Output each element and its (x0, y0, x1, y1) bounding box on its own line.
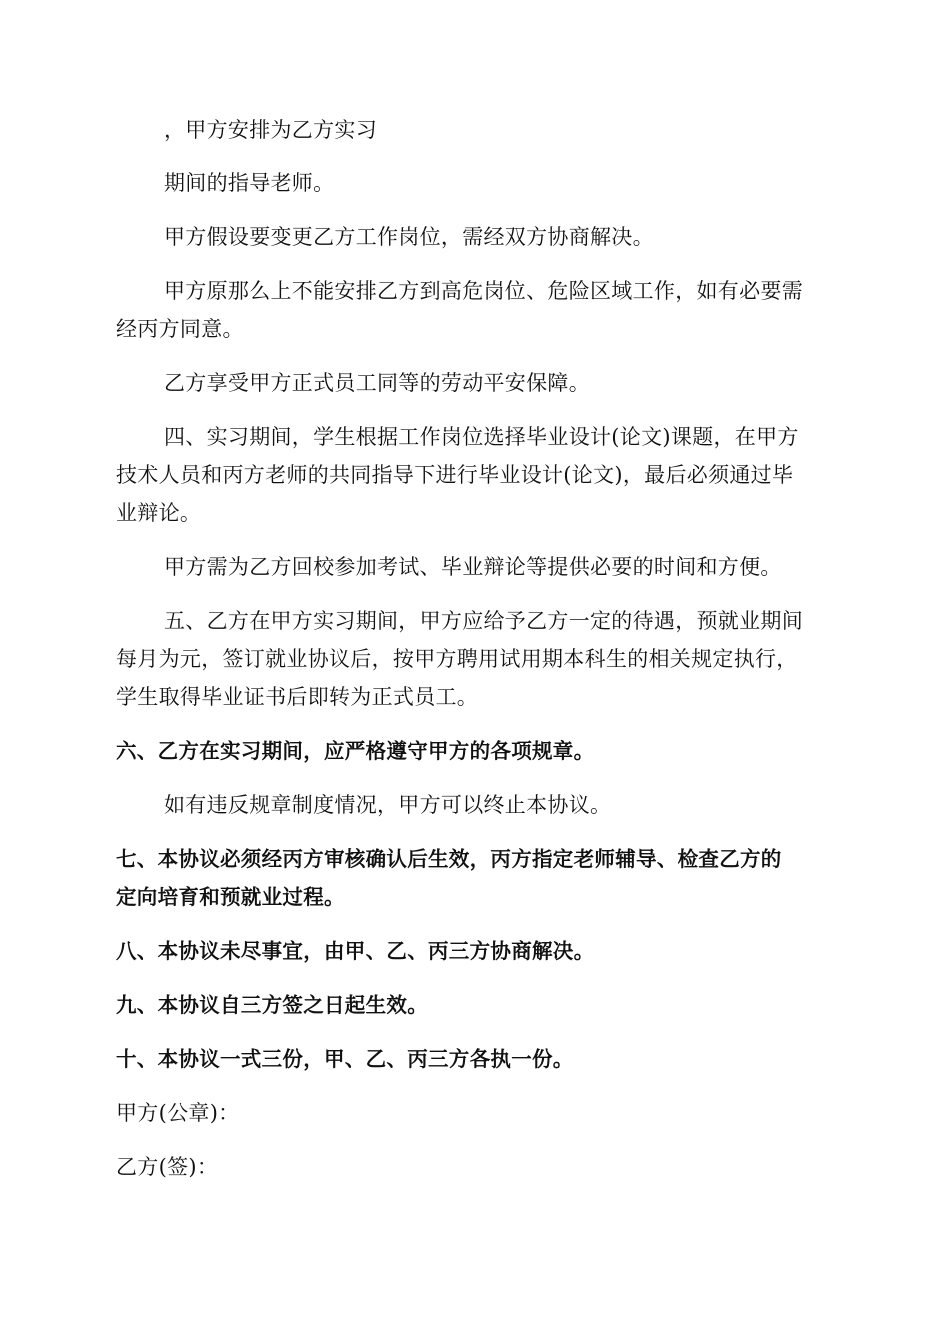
text-line-10: 甲方需为乙方回校参加考试、毕业辩论等提供必要的时间和方便。 (164, 555, 782, 579)
text-line-15: 如有违反规章制度情况，甲方可以终止本协议。 (164, 793, 612, 817)
text-line-6: 乙方享受甲方正式员工同等的劳动平安保障。 (164, 371, 590, 395)
clause-heading-6: 六、乙方在实习期间，应严格遵守甲方的各项规章。 (116, 739, 595, 763)
text-line-13: 学生取得毕业证书后即转为正式员工。 (116, 685, 479, 709)
text-line-3: 甲方假设要变更乙方工作岗位，需经双方协商解决。 (164, 225, 654, 249)
text-line-8: 技术人员和丙方老师的共同指导下进行毕业设计(论文)，最后必须通过毕 (116, 463, 794, 487)
text-line-2: 期间的指导老师。 (164, 171, 335, 195)
clause-heading-7-cont: 定向培育和预就业过程。 (116, 885, 345, 909)
text-line-12: 每月为元，签订就业协议后，按甲方聘用试用期本科生的相关规定执行， (116, 647, 798, 671)
text-line-11: 五、乙方在甲方实习期间，甲方应给予乙方一定的待遇，预就业期间 (164, 609, 803, 633)
clause-heading-7: 七、本协议必须经丙方审核确认后生效，丙方指定老师辅导、检查乙方的 (116, 847, 782, 871)
text-line-7: 四、实习期间，学生根据工作岗位选择毕业设计(论文)课题，在甲方 (164, 425, 799, 449)
text-line-4: 甲方原那么上不能安排乙方到高危岗位、危险区域工作，如有必要需 (164, 279, 803, 303)
clause-heading-10: 十、本协议一式三份，甲、乙、丙三方各执一份。 (116, 1047, 574, 1071)
party-a-signature-line: 甲方(公章)： (116, 1101, 240, 1125)
clause-heading-8: 八、本协议未尽事宜，由甲、乙、丙三方协商解决。 (116, 939, 595, 963)
text-line-9: 业辩论。 (116, 501, 202, 525)
clause-heading-9: 九、本协议自三方签之日起生效。 (116, 993, 428, 1017)
text-line-5: 经丙方同意。 (116, 317, 244, 341)
party-b-signature-line: 乙方(签)： (116, 1155, 219, 1179)
text-line-1: ，甲方安排为乙方实习 (164, 118, 377, 142)
